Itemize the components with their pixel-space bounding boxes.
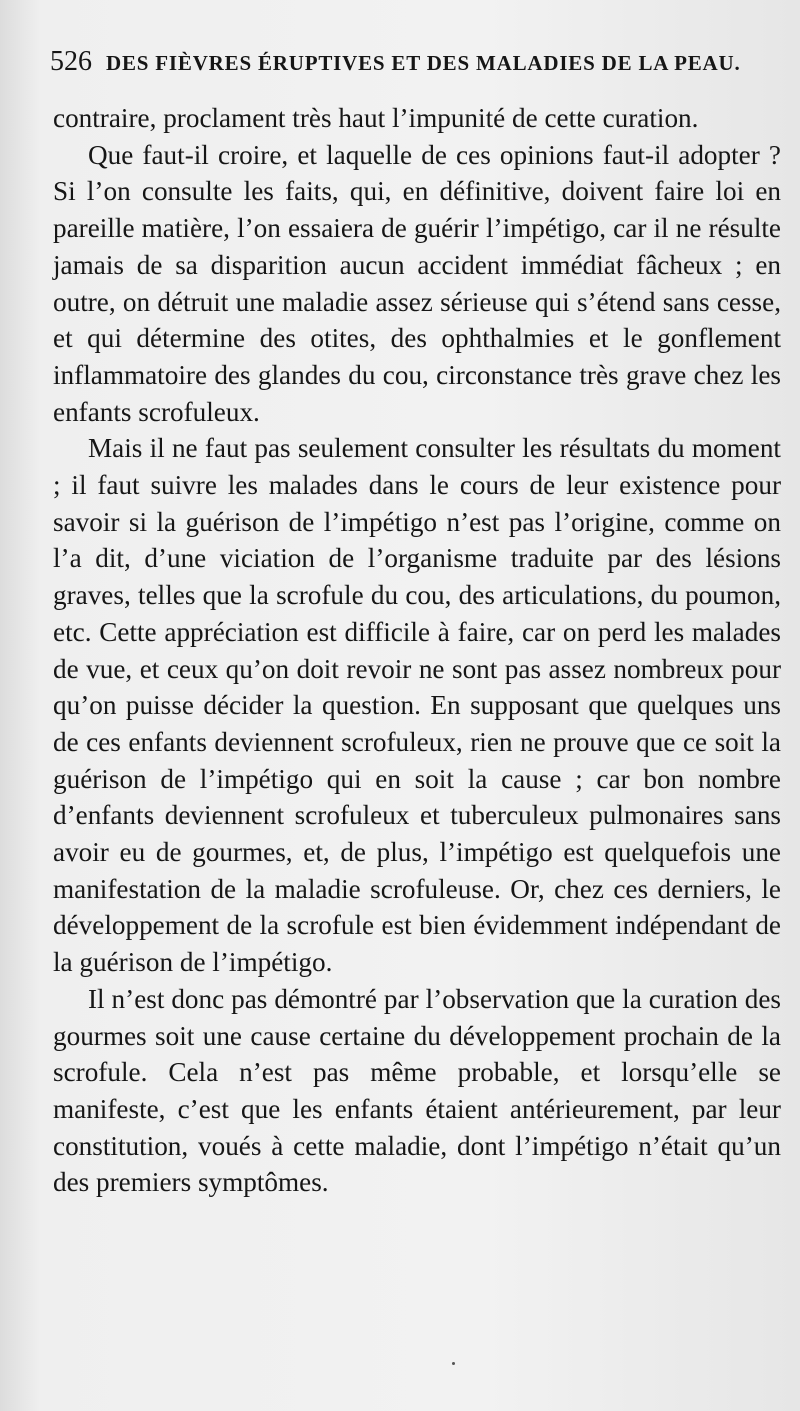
- print-speck-dot: [452, 1362, 455, 1365]
- paragraph: Que faut-il croire, et laquelle de ces opinions faut-il adopter ? Si l’on consulte les faits, qui, en définitive, doivent faire loi en pareille matière, l’on essaiera de guérir l’impétigo, car il ne résulte jamais de sa disparition aucun accident immédiat fâcheux ; en outre, on détruit une maladie assez sérieuse qui s’étend sans cesse, et qui détermine des otites, des ophthalmies et le gonflement inflammatoire des glandes du cou, circonstance très grave chez les enfants scrofuleux.: [53, 139, 781, 427]
- page-header: [50, 46, 770, 86]
- paragraph: Il n’est donc pas démontré par l’observation que la curation des gourmes soit une cause certaine du développement prochain de la scrofule. Cela n’est pas même probable, et lorsqu’elle se manifeste, c’est que les enfants étaient antérieurement, par leur constitution, voués à cette maladie, dont l’impétigo n’était qu’un des premiers symptômes.: [53, 983, 781, 1198]
- page-number: 526: [50, 46, 92, 77]
- paragraph-continuation: contraire, proclament très haut l’impunité de cette curation.: [53, 103, 699, 133]
- running-title: DES FIÈVRES ÉRUPTIVES ET DES MALADIES DE LA PEAU.: [106, 51, 741, 75]
- body-text: [53, 100, 781, 1201]
- paragraph: Mais il ne faut pas seulement consulter les résultats du moment ; il faut suivre les malades dans le cours de leur existence pour savoir si la guérison de l’impétigo n’est pas l’origine, comme on l’a dit, d’une viciation de l’organisme traduite par des lésions graves, telles que la scrofule du cou, des articulations, du poumon, etc. Cette appréciation est difficile à faire, car on perd les malades de vue, et ceux qu’on doit revoir ne sont pas assez nombreux pour qu’on puisse décider la question. En supposant que quelques uns de ces enfants deviennent scrofuleux, rien ne prouve que ce soit la guérison de l’impétigo qui en soit la cause ; car bon nombre d’enfants deviennent scrofuleux et tuberculeux pulmonaires sans avoir eu de gourmes, et, de plus, l’impétigo est quelquefois une manifestation de la maladie scrofuleuse. Or, chez ces derniers, le développement de la scrofule est bien évidemment indépendant de la guérison de l’impétigo.: [53, 433, 781, 978]
